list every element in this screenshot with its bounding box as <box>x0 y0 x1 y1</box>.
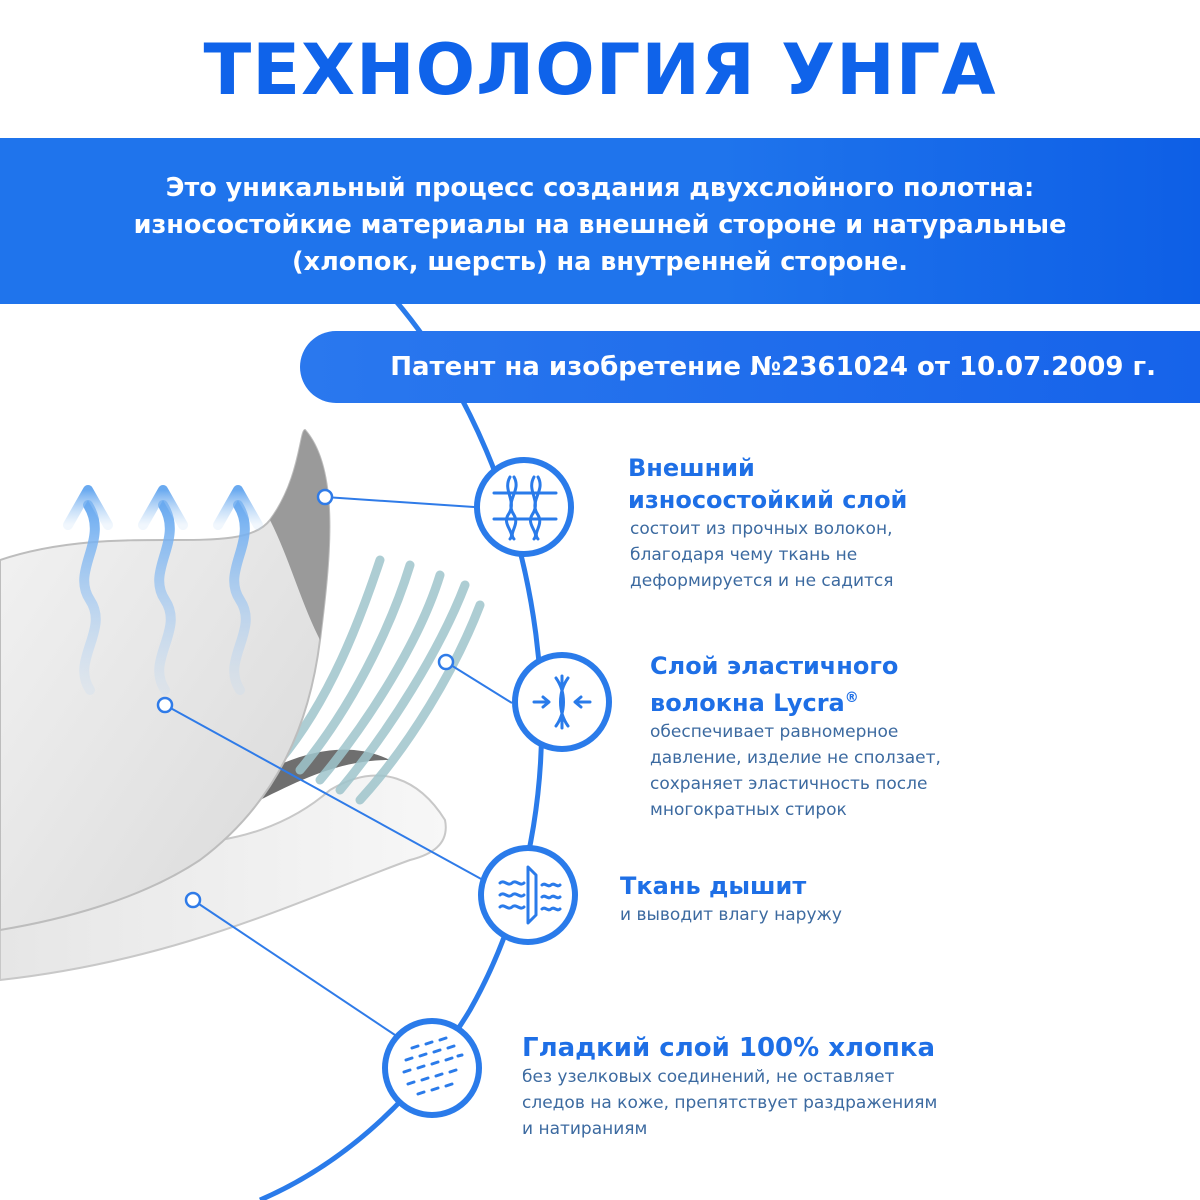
fibers-icon <box>474 457 574 557</box>
patent-badge: Патент на изобретение №2361024 от 10.07.2009 г. <box>300 331 1200 403</box>
page-title: ТЕХНОЛОГИЯ УНГА <box>203 29 997 111</box>
feature-lycra-layer <box>650 650 941 823</box>
feature-text-line: следов на коже, препятствует раздражениям <box>522 1093 938 1113</box>
feature-title-line-1: Слой эластичного <box>650 652 899 680</box>
feature-text-line: и выводит влагу наружу <box>620 905 842 925</box>
feature-title-line-2: волокна Lycra <box>650 689 845 717</box>
feature-title-line-1: Гладкий слой 100% хлопка <box>522 1033 936 1063</box>
feature-cotton-layer <box>522 1032 937 1142</box>
intro-line-3: (хлопок, шерсть) на внутренней стороне. <box>292 247 908 277</box>
registered-mark: ® <box>844 690 859 706</box>
intro-line-2: износостойкие материалы на внешней стороне и натуральные <box>133 210 1067 240</box>
elastic-icon <box>512 652 612 752</box>
cotton-icon <box>382 1018 482 1118</box>
feature-text-line: многократных стирок <box>650 800 847 820</box>
breathable-icon <box>478 845 578 945</box>
feature-text-line: без узелковых соединений, не оставляет <box>522 1067 895 1087</box>
feature-title-line-1: Внешний <box>628 454 755 482</box>
feature-outer-layer <box>628 452 907 594</box>
feature-text-line: состоит из прочных волокон, <box>630 519 893 539</box>
feature-text-line: благодаря чему ткань не <box>630 545 858 565</box>
feature-title-line-2: износостойкий слой <box>628 486 908 514</box>
feature-text-line: обеспечивает равномерное <box>650 722 899 742</box>
feature-title-line-1: Ткань дышит <box>620 872 807 900</box>
feature-text-line: и натираниям <box>522 1119 648 1139</box>
intro-line-1: Это уникальный процесс создания двухслойного полотна: <box>165 173 1035 203</box>
feature-text-line: деформируется и не садится <box>630 571 894 591</box>
feature-breathable <box>620 870 842 928</box>
intro-banner <box>0 138 1200 304</box>
feature-text-line: сохраняет эластичность после <box>650 774 928 794</box>
feature-text-line: давление, изделие не сползает, <box>650 748 941 768</box>
